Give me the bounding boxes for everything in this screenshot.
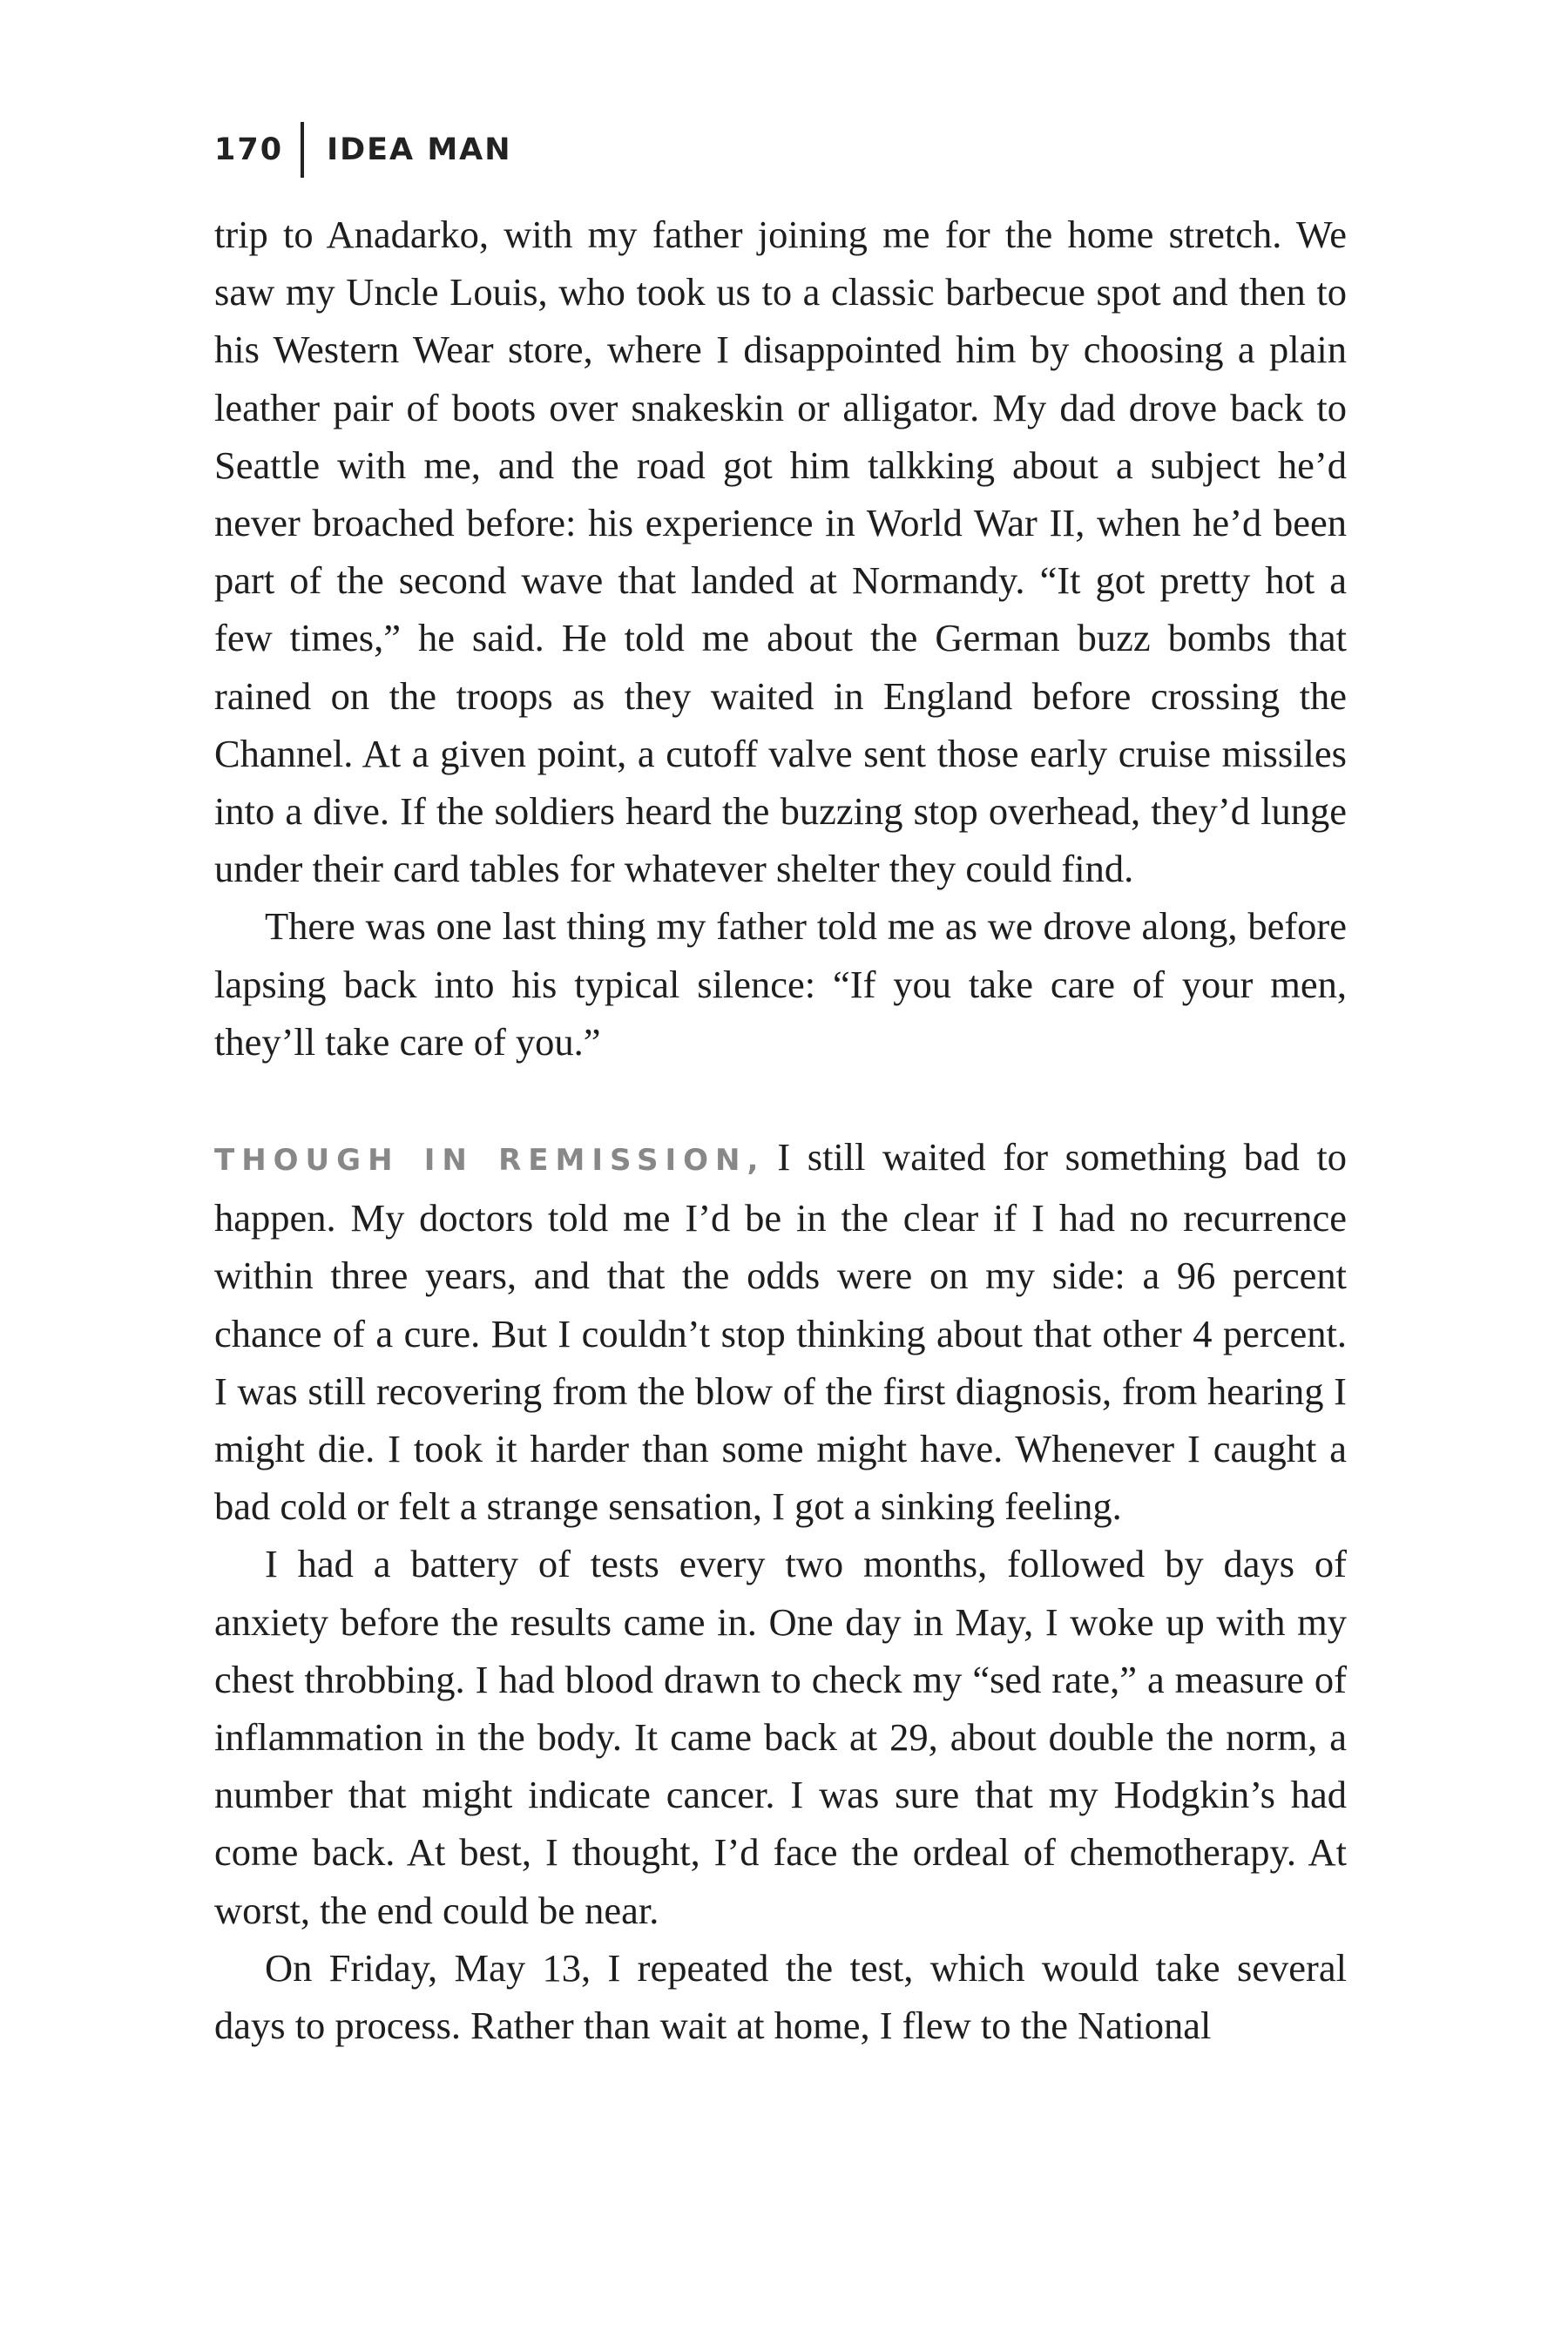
paragraph: I had a battery of tests every two months, followed by days of anxiety before the results came in. One day in May, I woke up with my chest throbbing. I had blood drawn to check my “sed rate,” a measure of inflammation in the body. It came back at 29, about double the norm, a number that might indicate cancer. I was sure that my Hodgkin’s had come back. At best, I thought, I’d face the ordeal of chemotherapy. At worst, the end could be near. bbox=[214, 1542, 1347, 1932]
paragraph-text: I still waited for something bad to happen. My doctors told me I’d be in the clear if I had no recurrence within three years, and that the odds were on my side: a 96 percent chance of a cure. But I couldn’t stop thinking about that other 4 percent. I was still recovering from the blow of the first diagnosis, from hearing I might die. I took it harder than some might have. Whenever I caught a bad cold or felt a strange sensation, I got a sinking feeling. bbox=[214, 1135, 1347, 1529]
section-paragraph bbox=[214, 1128, 1347, 1535]
section-run-in-heading: THOUGH IN REMISSION, bbox=[214, 1143, 766, 1179]
paragraph: trip to Anadarko, with my father joining me for the home stretch. We saw my Uncle Louis, who took us to a classic barbecue spot and then to his Western Wear store, where I disappointed him by choosing a plain leather pair of boots over snakeskin or alligator. My dad drove back to Seattle with me, and the road got him talkking about a subject he’d never broached before: his experience in World War II, when he’d been part of the second wave that landed at Normandy. “It got pretty hot a few times,” he said. He told me about the German buzz bombs that rained on the troops as they waited in England before crossing the Channel. At a given point, a cutoff valve sent those early cruise missiles into a dive. If the soldiers heard the buzzing stop overhead, they’d lunge under their card tables for whatever shelter they could find. bbox=[214, 213, 1347, 891]
page-body bbox=[214, 206, 1347, 2054]
book-title: IDEA MAN bbox=[327, 132, 512, 167]
running-header bbox=[214, 122, 512, 178]
page-number: 170 bbox=[214, 132, 284, 167]
paragraph: On Friday, May 13, I repeated the test, which would take several days to process. Rather than wait at home, I flew to the National bbox=[214, 1945, 1347, 2048]
paragraph: There was one last thing my father told me as we drove along, before lapsing back into his typical silence: “If you take care of your men, they’ll take care of you.” bbox=[214, 904, 1347, 1064]
header-divider bbox=[301, 122, 304, 178]
